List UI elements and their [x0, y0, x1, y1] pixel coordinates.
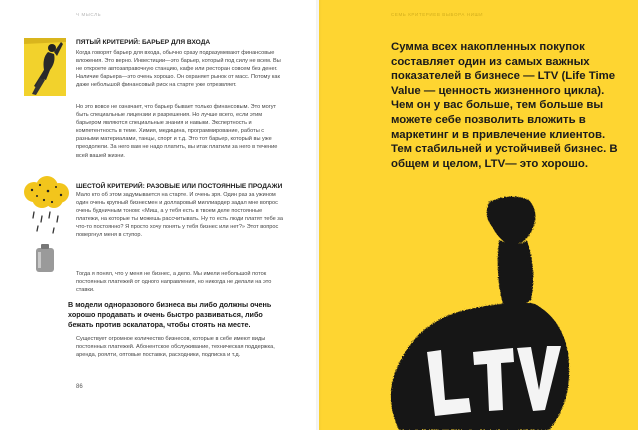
battery-icon: [36, 244, 54, 272]
running-head-left: Ч МЫСЛЬ: [76, 12, 102, 17]
criterion-6-body: Мало кто об этом задумывается на старте. И очень зря. Один раз за ужином один очень крупный бизнесмен и долларовый миллиардер задал мне вопрос очень будничным тоном: «Миш, а у тебя есть в твоем деле постоянные платежи, на которые ты можешь рассчитывать. Ну то есть люди платят тебе за что-то постоянно? Я просто хочу понять у тебя бизнес или нет?» Этот вопрос повергнул меня в ступор.: [76, 192, 283, 239]
lead-paragraph: [68, 300, 290, 330]
criterion-6-section-cont: [76, 270, 286, 294]
climber-wall-illustration: [24, 34, 66, 100]
criterion-5-title: ПЯТЫЙ КРИТЕРИЙ: БАРЬЕР ДЛЯ ВХОДА: [76, 39, 211, 46]
criterion-6-title: ШЕСТОЙ КРИТЕРИЙ: РАЗОВЫЕ ИЛИ ПОСТОЯННЫЕ ПРОДАЖИ: [76, 183, 283, 190]
criterion-5-body-2: Но это вовсе не означает, что барьер бывает только финансовым. Это могут быть специальные лицензии и разрешения. Но лучше всего, если этим барьером являются специальные знания и навыки. Экспертность и компетентность в теме. Химия, медицина, программирование, работы с разными материалами, танцы, спорт и т.д. Это тот барьер, который вы уже преодолели. За него вам не надо платить, вы итак платили за него в течение всей вашей жизни.: [76, 104, 278, 159]
cloud-shape: [24, 176, 69, 208]
criterion-5-section-cont: [76, 103, 286, 160]
lead-text: В модели одноразового бизнеса вы либо должны очень хорошо продавать и очень быстро развиваться, либо бежать против эскалатора, чтобы стоять на месте.: [68, 300, 272, 329]
criterion-5-section: [76, 38, 286, 89]
page-number: 86: [76, 384, 83, 390]
right-page: [319, 0, 638, 430]
flexed-arm-ltv-illustration: [379, 192, 585, 430]
rain-drops: [33, 212, 58, 233]
criterion-5-body: Когда говорят барьер для входа, обычно сразу подразумевают финансовые вложения. Это верно. Инвестиции—это барьер, который под силу не всем. Вы не откроете автозаправочную станцию, кафе или ресторан совсем без денег. Наличие барьера—это очень хорошо. Он охраняет рынок от масс. Потому как даже небольшой финансовый риск на старте уже отрезвляет.: [76, 50, 281, 89]
running-head-right: СЕМЬ КРИТЕРИЕВ ВЫБОРА НИШИ: [391, 12, 484, 17]
climber-head: [48, 44, 56, 52]
closing-text: Существует огромное количество бизнесов, которые в себе имеют виды постоянных платежей. Абонентское обслуживание, техническая поддержка, аренда, роялти, оптовые поставки, расходники, подписка и т.д.: [76, 336, 275, 359]
ltv-quote: Сумма всех накопленных покупок составляет один из самых важных показателей в бизнесе — LTV (Life Time Value — ценность жизненного цикла). Чем он у вас больше, тем больше вы можете себе позволить вложить в маркетинг и в привлечение клиентов. Тем стабильней и устойчивей бизнес. В общем и целом, LTV— это хорошо.: [391, 41, 618, 170]
criterion-6-section: [76, 182, 286, 240]
rain-cloud-illustration: [20, 176, 72, 280]
closing-section: [76, 335, 286, 359]
criterion-6-body-2: Тогда я понял, что у меня не бизнес, а дело. Мы имели небольшой поток постоянных платежей от одного направления, но никогда не делали на это ставки.: [76, 271, 272, 294]
book-gutter: [316, 0, 322, 430]
